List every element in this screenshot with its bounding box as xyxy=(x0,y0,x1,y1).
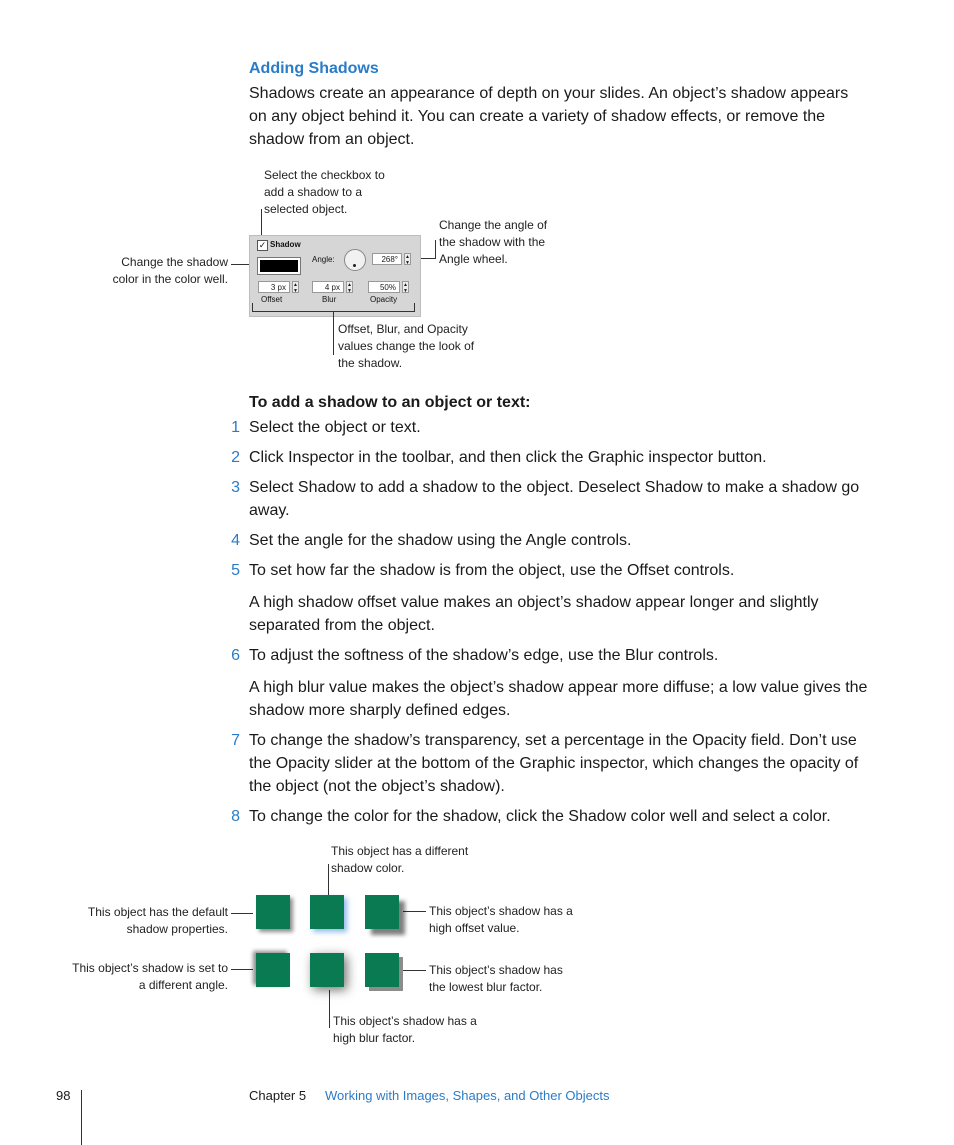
opacity-field[interactable]: 50% xyxy=(368,281,400,293)
step-number: 8 xyxy=(231,808,240,825)
angle-wheel[interactable] xyxy=(344,249,366,271)
callout-default: This object has the default shadow properties. xyxy=(87,905,228,936)
chapter-title: Working with Images, Shapes, and Other Objects xyxy=(325,1088,610,1103)
footer-rule xyxy=(81,1090,82,1145)
leader-line xyxy=(231,913,253,914)
offset-stepper[interactable]: ▲ ▼ xyxy=(293,282,298,294)
step-text: To set how far the shadow is from the object, use the Offset controls. xyxy=(249,562,735,579)
shadow-label: Shadow xyxy=(270,240,301,249)
step-number: 2 xyxy=(231,449,240,466)
step-number: 5 xyxy=(231,562,240,579)
leader-line xyxy=(403,911,426,912)
square-default-shadow xyxy=(256,895,290,929)
step-text: Select Shadow to add a shadow to the object. Deselect Shadow to make a shadow go away. xyxy=(249,479,860,519)
page-number: 98 xyxy=(56,1088,71,1103)
step-text: To adjust the softness of the shadow’s edge, use the Blur controls. xyxy=(249,647,719,664)
callout-checkbox: Select the checkbox to add a shadow to a selected object. xyxy=(264,168,385,216)
square-high-blur-shadow xyxy=(310,953,344,987)
shadow-checkbox[interactable]: ✓ xyxy=(258,240,267,250)
step-number: 1 xyxy=(231,419,240,436)
step-number: 4 xyxy=(231,532,240,549)
callout-different-angle: This object’s shadow is set to a different angle. xyxy=(72,961,228,992)
offset-label: Offset xyxy=(261,295,283,304)
blur-label: Blur xyxy=(322,295,337,304)
step-number: 3 xyxy=(231,479,240,496)
blur-stepper[interactable]: ▲ ▼ xyxy=(347,282,352,294)
callout-high-offset: This object’s shadow has a high offset value. xyxy=(429,904,573,935)
callout-high-blur: This object’s shadow has a high blur factor. xyxy=(333,1014,477,1045)
chapter-label: Chapter 5 xyxy=(249,1088,307,1103)
square-low-blur-shadow xyxy=(365,953,399,987)
leader-line xyxy=(403,970,426,971)
step-detail: A high shadow offset value makes an object’s shadow appear longer and slightly separated from the object. xyxy=(249,594,819,634)
leader-line xyxy=(333,311,334,355)
leader-line xyxy=(435,240,436,259)
square-high-offset-shadow xyxy=(365,895,399,929)
callout-angle: Change the angle of the shadow with the Angle wheel. xyxy=(439,218,548,266)
steps-title: To add a shadow to an object or text: xyxy=(249,394,531,411)
step-text: Click Inspector in the toolbar, and then click the Graphic inspector button. xyxy=(249,449,767,466)
step-text: To change the shadow’s transparency, set a percentage in the Opacity field. Don’t use the Opacity slider at the bottom of the Graphic inspector, which changes the opacity of the object (not the object’s shadow). xyxy=(249,732,859,795)
callout-color-well: Change the shadow color in the color well. xyxy=(112,255,228,286)
angle-label: Angle: xyxy=(312,255,335,264)
blur-field[interactable]: 4 px xyxy=(312,281,344,293)
callout-values: Offset, Blur, and Opacity values change the look of the shadow. xyxy=(338,322,475,370)
callout-lowest-blur: This object’s shadow has the lowest blur factor. xyxy=(429,963,563,994)
callout-different-color: This object has a different shadow color. xyxy=(331,844,469,875)
step-number: 7 xyxy=(231,732,240,749)
step-detail: A high blur value makes the object’s shadow appear more diffuse; a low value gives the shadow more sharply defined edges. xyxy=(249,679,868,719)
step-number: 6 xyxy=(231,647,240,664)
square-angle-shadow xyxy=(256,953,290,987)
section-heading: Adding Shadows xyxy=(249,60,379,77)
step-text: Set the angle for the shadow using the Angle controls. xyxy=(249,532,632,549)
shadow-color-well[interactable] xyxy=(258,258,300,274)
step-text: To change the color for the shadow, click the Shadow color well and select a color. xyxy=(249,808,831,825)
opacity-label: Opacity xyxy=(370,295,398,304)
bracket-line xyxy=(414,303,415,312)
leader-line xyxy=(231,969,253,970)
angle-indicator-icon xyxy=(353,264,356,267)
square-colored-shadow xyxy=(310,895,344,929)
angle-field[interactable]: 268° xyxy=(372,253,402,265)
opacity-stepper[interactable]: ▲ ▼ xyxy=(403,282,408,294)
angle-stepper[interactable]: ▲ ▼ xyxy=(405,254,410,266)
intro-paragraph: Shadows create an appearance of depth on your slides. An object’s shadow appears on any object behind it. You can create a variety of shadow effects, or remove the shadow from an object. xyxy=(249,85,849,148)
leader-line xyxy=(329,990,330,1028)
shadow-inspector-panel xyxy=(249,235,421,317)
offset-field[interactable]: 3 px xyxy=(258,281,290,293)
step-text: Select the object or text. xyxy=(249,419,421,436)
leader-line xyxy=(328,864,329,896)
